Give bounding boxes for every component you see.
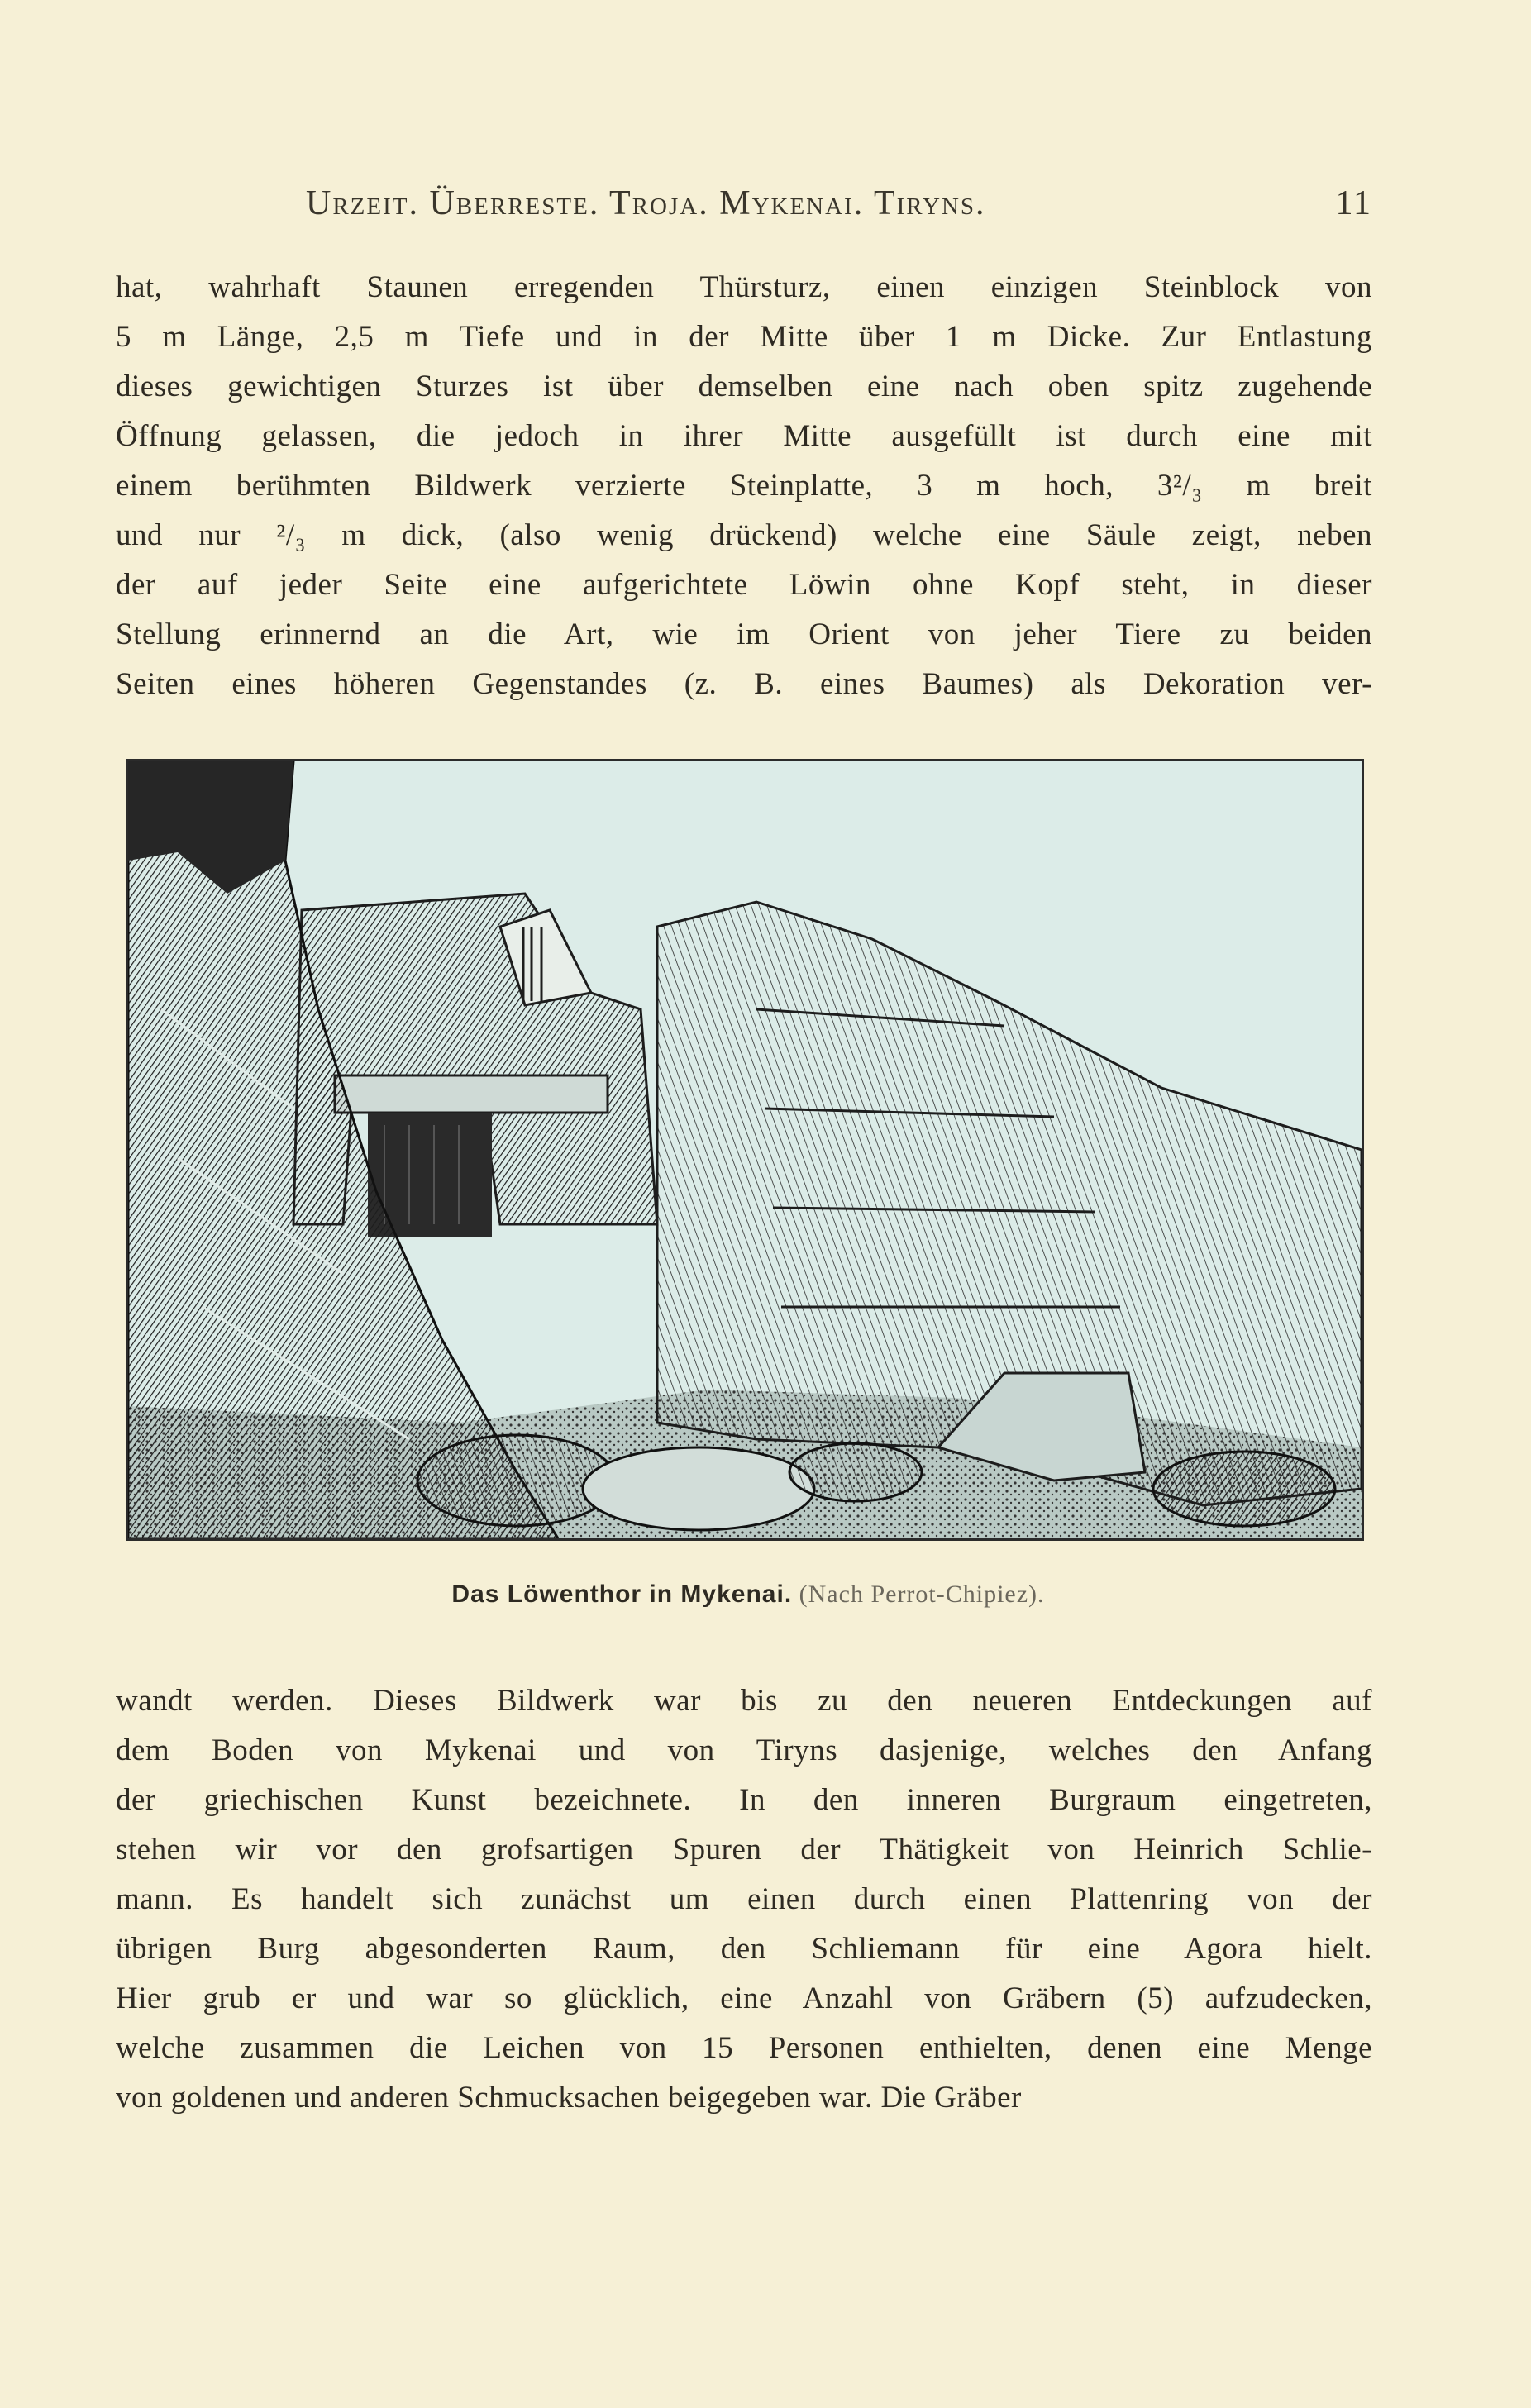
- paragraph-bottom: [116, 1676, 1372, 2123]
- text-line: dem Boden von Mykenai und von Tiryns dasjenige, welches den Anfang: [116, 1733, 1372, 1767]
- page-number: 11: [1335, 184, 1372, 222]
- page-header: [306, 184, 1372, 223]
- lion-gate-illustration: [126, 759, 1364, 1541]
- text-line: Hier grub er und war so glücklich, eine Anzahl von Gräbern (5) aufzudecken,: [116, 1981, 1372, 2015]
- text-line: der griechischen Kunst bezeichnete. In den inneren Burgraum eingetreten,: [116, 1783, 1372, 1817]
- text-line: einem berühmten Bildwerk verzierte Steinplatte, 3 m hoch, 3²/₃ m breit: [116, 469, 1372, 503]
- text-line: wandt werden. Dieses Bildwerk war bis zu den neueren Entdeckungen auf: [116, 1684, 1372, 1718]
- engraving-image: [128, 761, 1362, 1538]
- text-line: Öffnung gelassen, die jedoch in ihrer Mitte ausgefüllt ist durch eine mit: [116, 419, 1372, 453]
- text-line: stehen wir vor den grofsartigen Spuren der Thätigkeit von Heinrich Schlie-: [116, 1833, 1372, 1867]
- text-line: welche zusammen die Leichen von 15 Personen enthielten, denen eine Menge: [116, 2031, 1372, 2065]
- text-line: dieses gewichtigen Sturzes ist über demselben eine nach oben spitz zugehende: [116, 370, 1372, 403]
- text-line: und nur ²/₃ m dick, (also wenig drückend) welche eine Säule zeigt, neben: [116, 518, 1372, 552]
- paragraph-top: [116, 263, 1372, 709]
- caption-source: (Nach Perrot-Chipiez).: [799, 1581, 1045, 1608]
- text-line: 5 m Länge, 2,5 m Tiefe und in der Mitte über 1 m Dicke. Zur Entlastung: [116, 320, 1372, 354]
- text-line: der auf jeder Seite eine aufgerichtete Löwin ohne Kopf steht, in dieser: [116, 568, 1372, 602]
- running-title: Urzeit. Überreste. Troja. Mykenai. Tiryns.: [306, 184, 986, 222]
- text-line: hat, wahrhaft Staunen erregenden Thürsturz, einen einzigen Steinblock von: [116, 270, 1372, 304]
- text-line: Stellung erinnernd an die Art, wie im Orient von jeher Tiere zu beiden: [116, 617, 1372, 651]
- caption-title: Das Löwenthor in Mykenai.: [451, 1581, 793, 1608]
- text-line: mann. Es handelt sich zunächst um einen durch einen Plattenring von der: [116, 1882, 1372, 1916]
- text-line: übrigen Burg abgesonderten Raum, den Schliemann für eine Agora hielt.: [116, 1932, 1372, 1966]
- text-line: von goldenen und anderen Schmucksachen beigegeben war. Die Gräber: [116, 2081, 1022, 2115]
- text-line: Seiten eines höheren Gegenstandes (z. B. eines Baumes) als Dekoration ver-: [116, 667, 1372, 701]
- figure-caption: [132, 1581, 1364, 1609]
